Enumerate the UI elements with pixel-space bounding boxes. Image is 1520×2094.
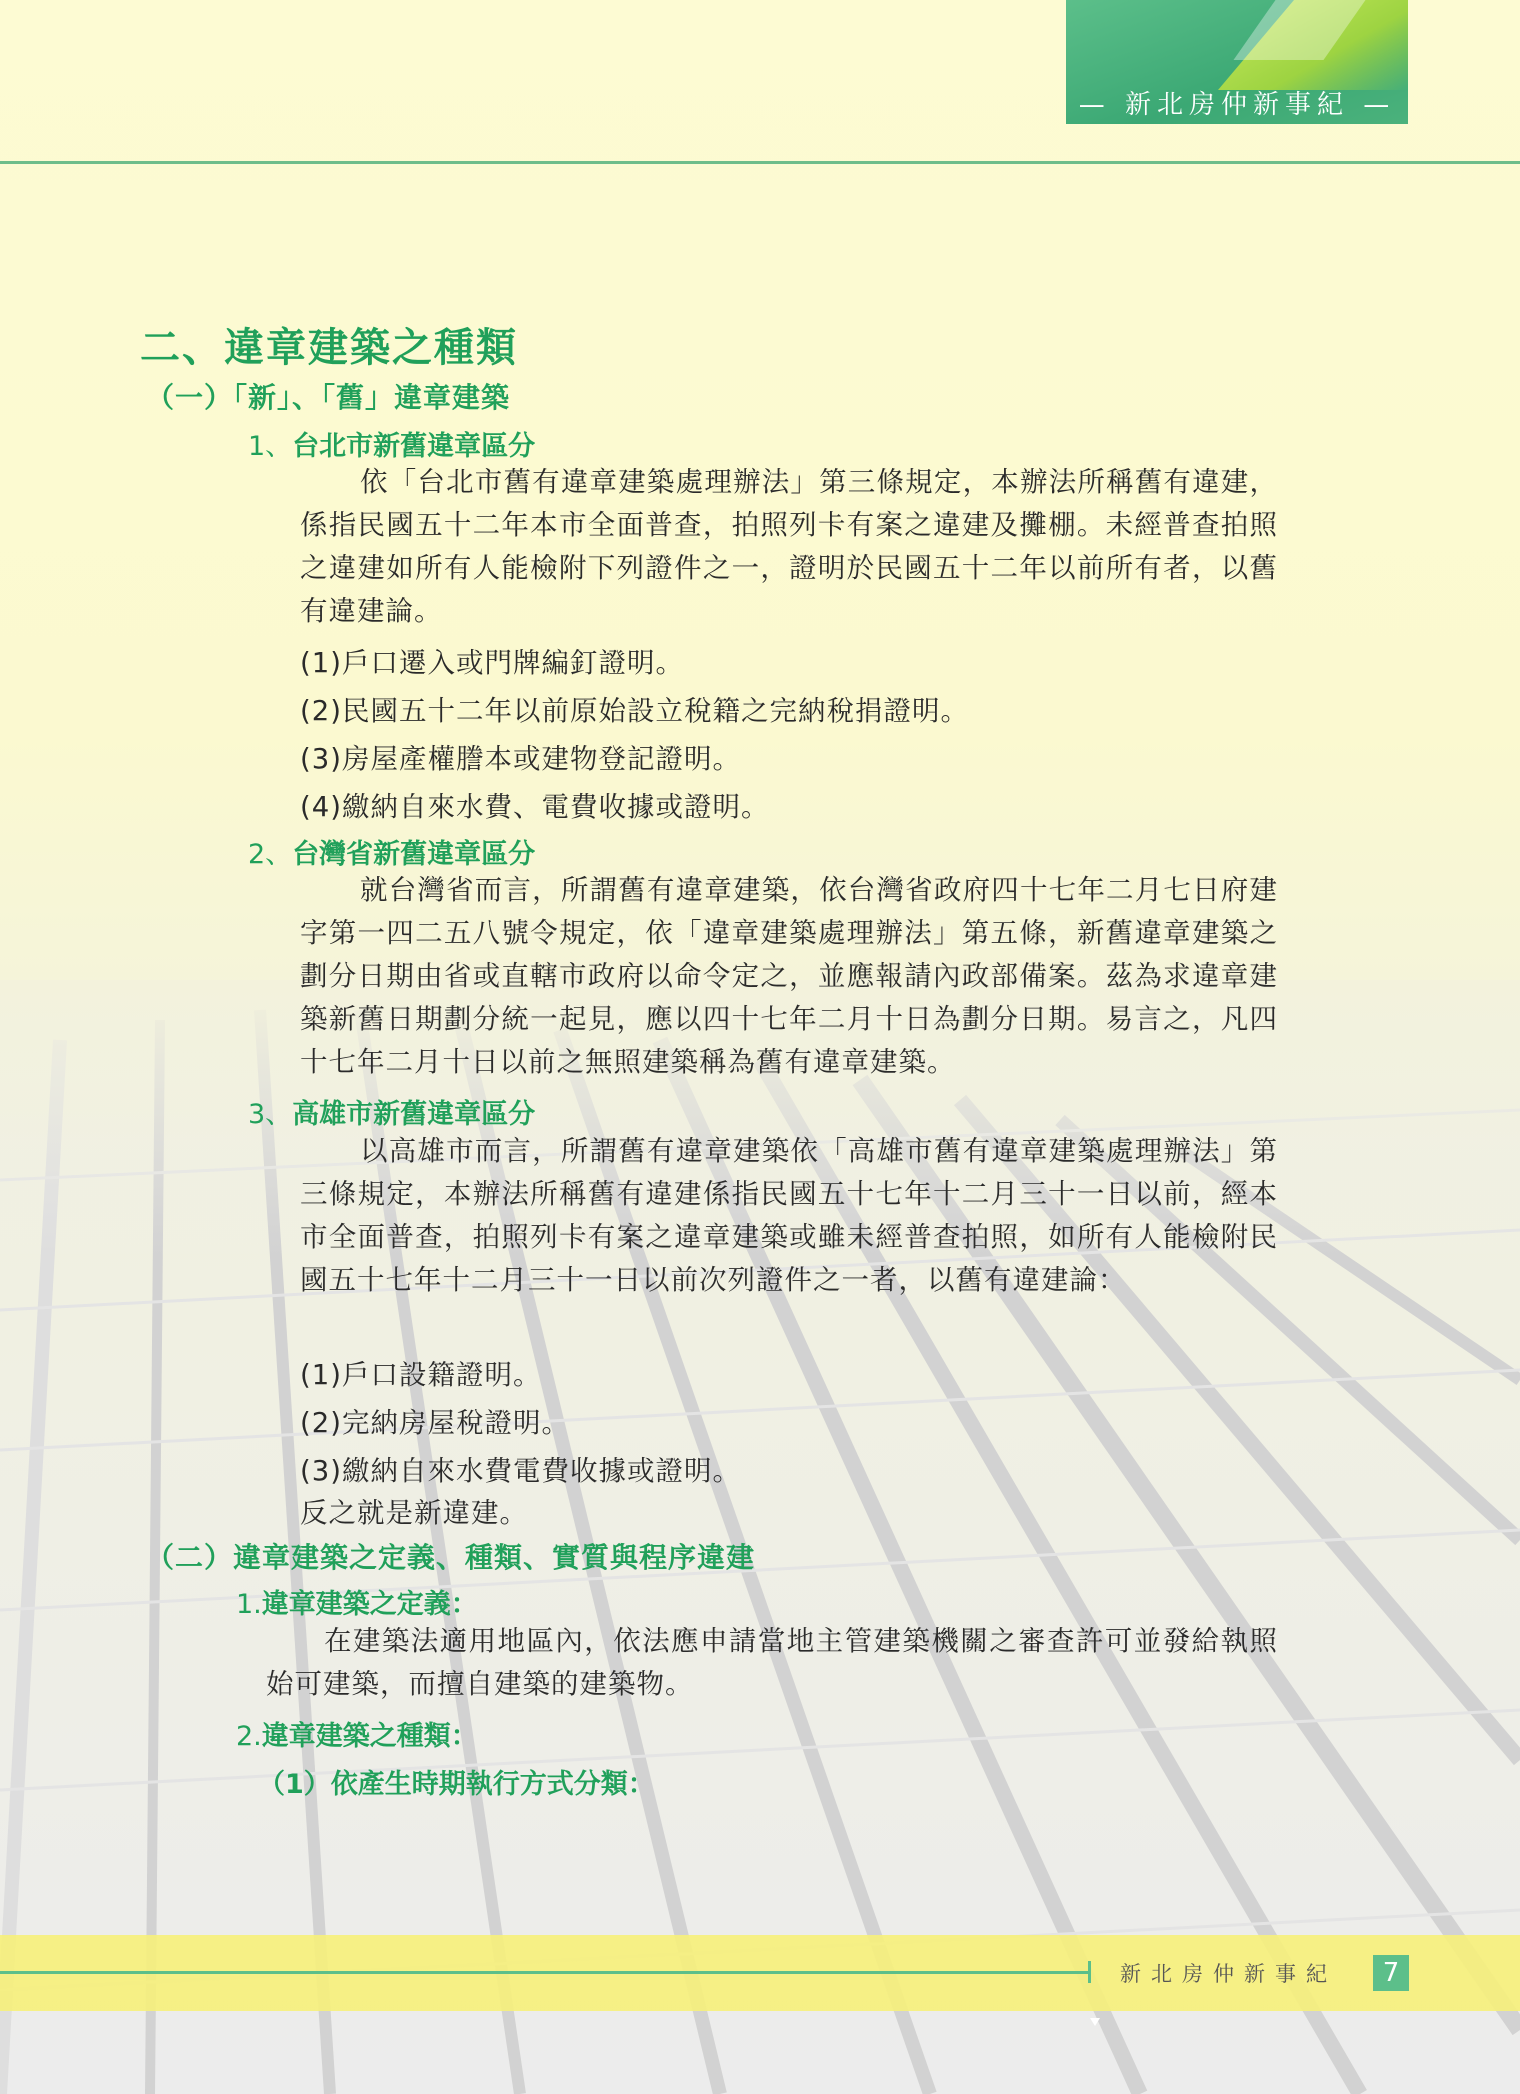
footer-rule [0,1971,1090,1974]
subsection-title-2: （二）違章建築之定義、種類、實質與程序違建 [146,1541,756,1574]
header-title: — 新北房仲新事紀 — [1078,90,1396,120]
footer-tick [1088,1961,1091,1983]
item-number: 2、 [248,839,293,870]
item-heading-3 [248,1092,535,1131]
item-heading-5 [236,1714,478,1753]
footer-title: 新北房仲新事紀 [1120,1962,1337,1986]
down-arrow-icon [1090,2018,1100,2026]
item-number: 3、 [248,1099,293,1130]
item-number: 1. [236,1589,262,1620]
list-item: (1)戶口設籍證明。 [300,1359,542,1391]
item-body-1: 依「台北市舊有違章建築處理辦法」第三條規定，本辦法所稱舊有違建，係指民國五十二年本市全面普查，拍照列卡有案之違建及攤棚。未經普查拍照之違建如所有人能檢附下列證件之一，證明於民國五十二年以前所有者，以舊有違建論。 [300,466,1278,627]
item-body-3: 以高雄市而言，所謂舊有違章建築依「高雄市舊有違章建築處理辦法」第三條規定，本辦法所稱舊有違建係指民國五十七年十二月三十一日以前，經本市全面普查，拍照列卡有案之違章建築或雖未經普查拍照，如所有人能檢附民國五十七年十二月三十一日以前次列證件之一者，以舊有違建論： [300,1135,1278,1296]
list-item: (1)戶口遷入或門牌編釘證明。 [300,647,684,679]
list-item: (3)繳納自來水費電費收據或證明。 [300,1455,741,1487]
header-tab [1066,0,1408,124]
item-number: 2. [236,1721,262,1752]
item-number: 1、 [248,431,293,462]
item-heading-1 [248,424,535,463]
list-item: (4)繳納自來水費、電費收據或證明。 [300,791,770,823]
item-body-2: 就台灣省而言，所謂舊有違章建築，依台灣省政府四十七年二月七日府建字第一四二五八號令規定，依「違章建築處理辦法」第五條，新舊違章建築之劃分日期由省或直轄市政府以命令定之，並應報請內政部備案。茲為求違章建築新舊日期劃分統一起見，應以四十七年二月十日為劃分日期。易言之，凡四十七年二月十日以前之無照建築稱為舊有違章建築。 [300,874,1278,1078]
item-title: 台北市新舊違章區分 [292,431,536,462]
closing-text: 反之就是新違建。 [300,1497,528,1529]
page-number: 7 [1373,1955,1409,1991]
list-item: (3)房屋產權謄本或建物登記證明。 [300,743,741,775]
list-item: (2)完納房屋稅證明。 [300,1407,570,1439]
item-title: 違章建築之種類： [261,1721,478,1752]
header-rule [0,161,1520,164]
subsection-title-1: （一）「新」、「舊」違章建築 [146,381,511,414]
list-item: (2)民國五十二年以前原始設立稅籍之完納稅捐證明。 [300,695,969,727]
item-title: 高雄市新舊違章區分 [292,1099,536,1130]
item-title: 台灣省新舊違章區分 [292,839,536,870]
item-heading-4 [236,1582,478,1621]
subitem-heading: （1）依產生時期執行方式分類： [258,1769,655,1800]
item-body-4: 在建築法適用地區內，依法應申請當地主管建築機關之審查許可並發給執照始可建築，而擅自建築的建築物。 [266,1625,1278,1700]
item-heading-2 [248,832,535,871]
section-title: 二、違章建築之種類 [140,325,518,371]
item-title: 違章建築之定義： [261,1589,478,1620]
